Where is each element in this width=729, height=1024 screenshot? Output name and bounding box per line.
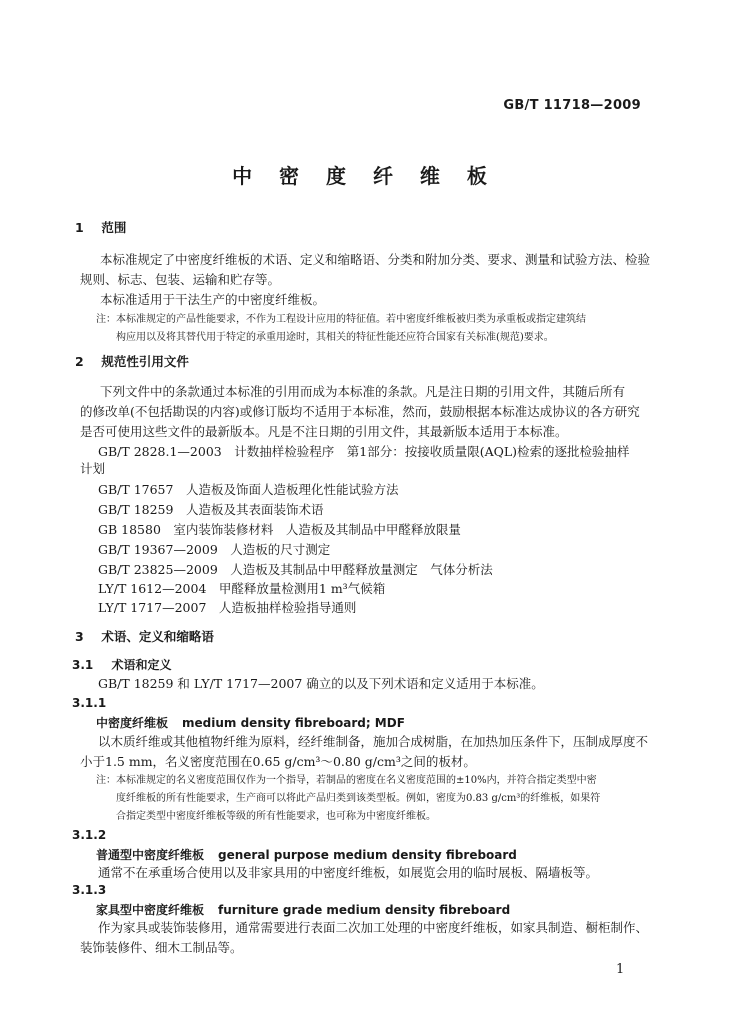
clause-number: 3.1.1 <box>72 696 107 710</box>
reference-item: GB 18580 室内装饰装修材料 人造板及其制品中甲醛释放限量 <box>98 522 461 537</box>
clause-3-1-heading <box>72 656 171 673</box>
note: 注：本标准规定的产品性能要求，不作为工程设计应用的特征值。若中密度纤维板被归类为承重板或指定建筑结 <box>96 314 586 325</box>
paragraph: 是否可使用这些文件的最新版本。凡是不注日期的引用文件，其最新版本适用于本标准。 <box>80 424 568 439</box>
paragraph: 本标准适用于干法生产的中密度纤维板。 <box>100 292 326 307</box>
definition: 以木质纤维或其他植物纤维为原料，经纤维制备，施加合成树脂，在加热加压条件下，压制成厚度不 <box>98 734 649 749</box>
term-english: general purpose medium density fibreboard <box>218 848 517 862</box>
note: 注：本标准规定的名义密度范围仅作为一个指导，若制品的密度在名义密度范围的±10%内，并符合指定类型中密 <box>96 775 597 786</box>
section-number: 2 <box>75 354 84 369</box>
term-chinese: 家具型中密度纤维板 <box>96 903 205 917</box>
reference-item: GB/T 19367—2009 人造板的尺寸测定 <box>98 542 331 557</box>
section-number: 3 <box>75 629 84 644</box>
section-title: 规范性引用文件 <box>101 354 189 369</box>
reference-item: LY/T 1612—2004 甲醛释放量检测用1 m³气候箱 <box>98 581 386 596</box>
section-3-heading <box>75 627 214 645</box>
clause-number: 3.1.2 <box>72 828 107 842</box>
section-number: 1 <box>75 220 84 235</box>
note: 合指定类型中密度纤维板等级的所有性能要求，也可称为中密度纤维板。 <box>116 811 436 822</box>
section-title: 范围 <box>101 220 127 235</box>
term-chinese: 普通型中密度纤维板 <box>96 848 205 862</box>
term-chinese: 中密度纤维板 <box>96 716 169 730</box>
section-2-heading <box>75 352 189 370</box>
paragraph: GB/T 18259 和 LY/T 1717—2007 确立的以及下列术语和定义适用于本标准。 <box>98 676 544 691</box>
clause-number: 3.1.3 <box>72 883 107 897</box>
definition: 通常不在承重场合使用以及非家具用的中密度纤维板，如展览会用的临时展板、隔墙板等。 <box>98 865 599 880</box>
clause-number: 3.1 <box>72 658 94 672</box>
section-1-heading <box>75 218 126 236</box>
reference-item: LY/T 1717—2007 人造板抽样检验指导通则 <box>98 600 357 615</box>
term-heading <box>96 846 517 863</box>
document-title: 中 密 度 纤 维 板 <box>232 164 497 188</box>
reference-item: GB/T 18259 人造板及其表面装饰术语 <box>98 502 324 517</box>
paragraph: 的修改单(不包括勘误的内容)或修订版均不适用于本标准，然而，鼓励根据本标准达成协议的各方研究 <box>80 404 640 419</box>
reference-item: GB/T 23825—2009 人造板及其制品中甲醛释放量测定 气体分析法 <box>98 562 493 577</box>
paragraph: 本标准规定了中密度纤维板的术语、定义和缩略语、分类和附加分类、要求、测量和试验方法、检验 <box>100 252 651 267</box>
reference-item: 计划 <box>80 461 106 476</box>
definition: 作为家具或装饰装修用，通常需要进行表面二次加工处理的中密度纤维板，如家具制造、橱柜制作、 <box>98 920 649 935</box>
reference-item: GB/T 17657 人造板及饰面人造板理化性能试验方法 <box>98 482 399 497</box>
page-number: 1 <box>616 962 625 977</box>
definition: 装饰装修件、细木工制品等。 <box>80 940 243 955</box>
paragraph: 下列文件中的条款通过本标准的引用而成为本标准的条款。凡是注日期的引用文件，其随后所有 <box>100 384 626 399</box>
clause-title: 术语和定义 <box>111 658 172 672</box>
note: 构应用以及将其替代用于特定的承重用途时，其相关的特征性能还应符合国家有关标准(规范)要求。 <box>116 332 554 343</box>
paragraph: 规则、标志、包装、运输和贮存等。 <box>80 272 281 287</box>
term-english: medium density fibreboard; MDF <box>182 716 405 730</box>
reference-item: GB/T 2828.1—2003 计数抽样检验程序 第1部分：按接收质量限(AQL)检索的逐批检验抽样 <box>98 444 630 459</box>
note: 度纤维板的所有性能要求，生产商可以将此产品归类到该类型板。例如，密度为0.83 g/cm³的纤维板，如果符 <box>116 793 601 804</box>
term-heading <box>96 901 510 918</box>
section-title: 术语、定义和缩略语 <box>101 629 214 644</box>
standard-number: GB/T 11718—2009 <box>503 98 641 113</box>
definition: 小于1.5 mm，名义密度范围在0.65 g/cm³～0.80 g/cm³之间的板材。 <box>80 754 476 769</box>
term-english: furniture grade medium density fibreboard <box>218 903 511 917</box>
term-heading <box>96 714 405 731</box>
